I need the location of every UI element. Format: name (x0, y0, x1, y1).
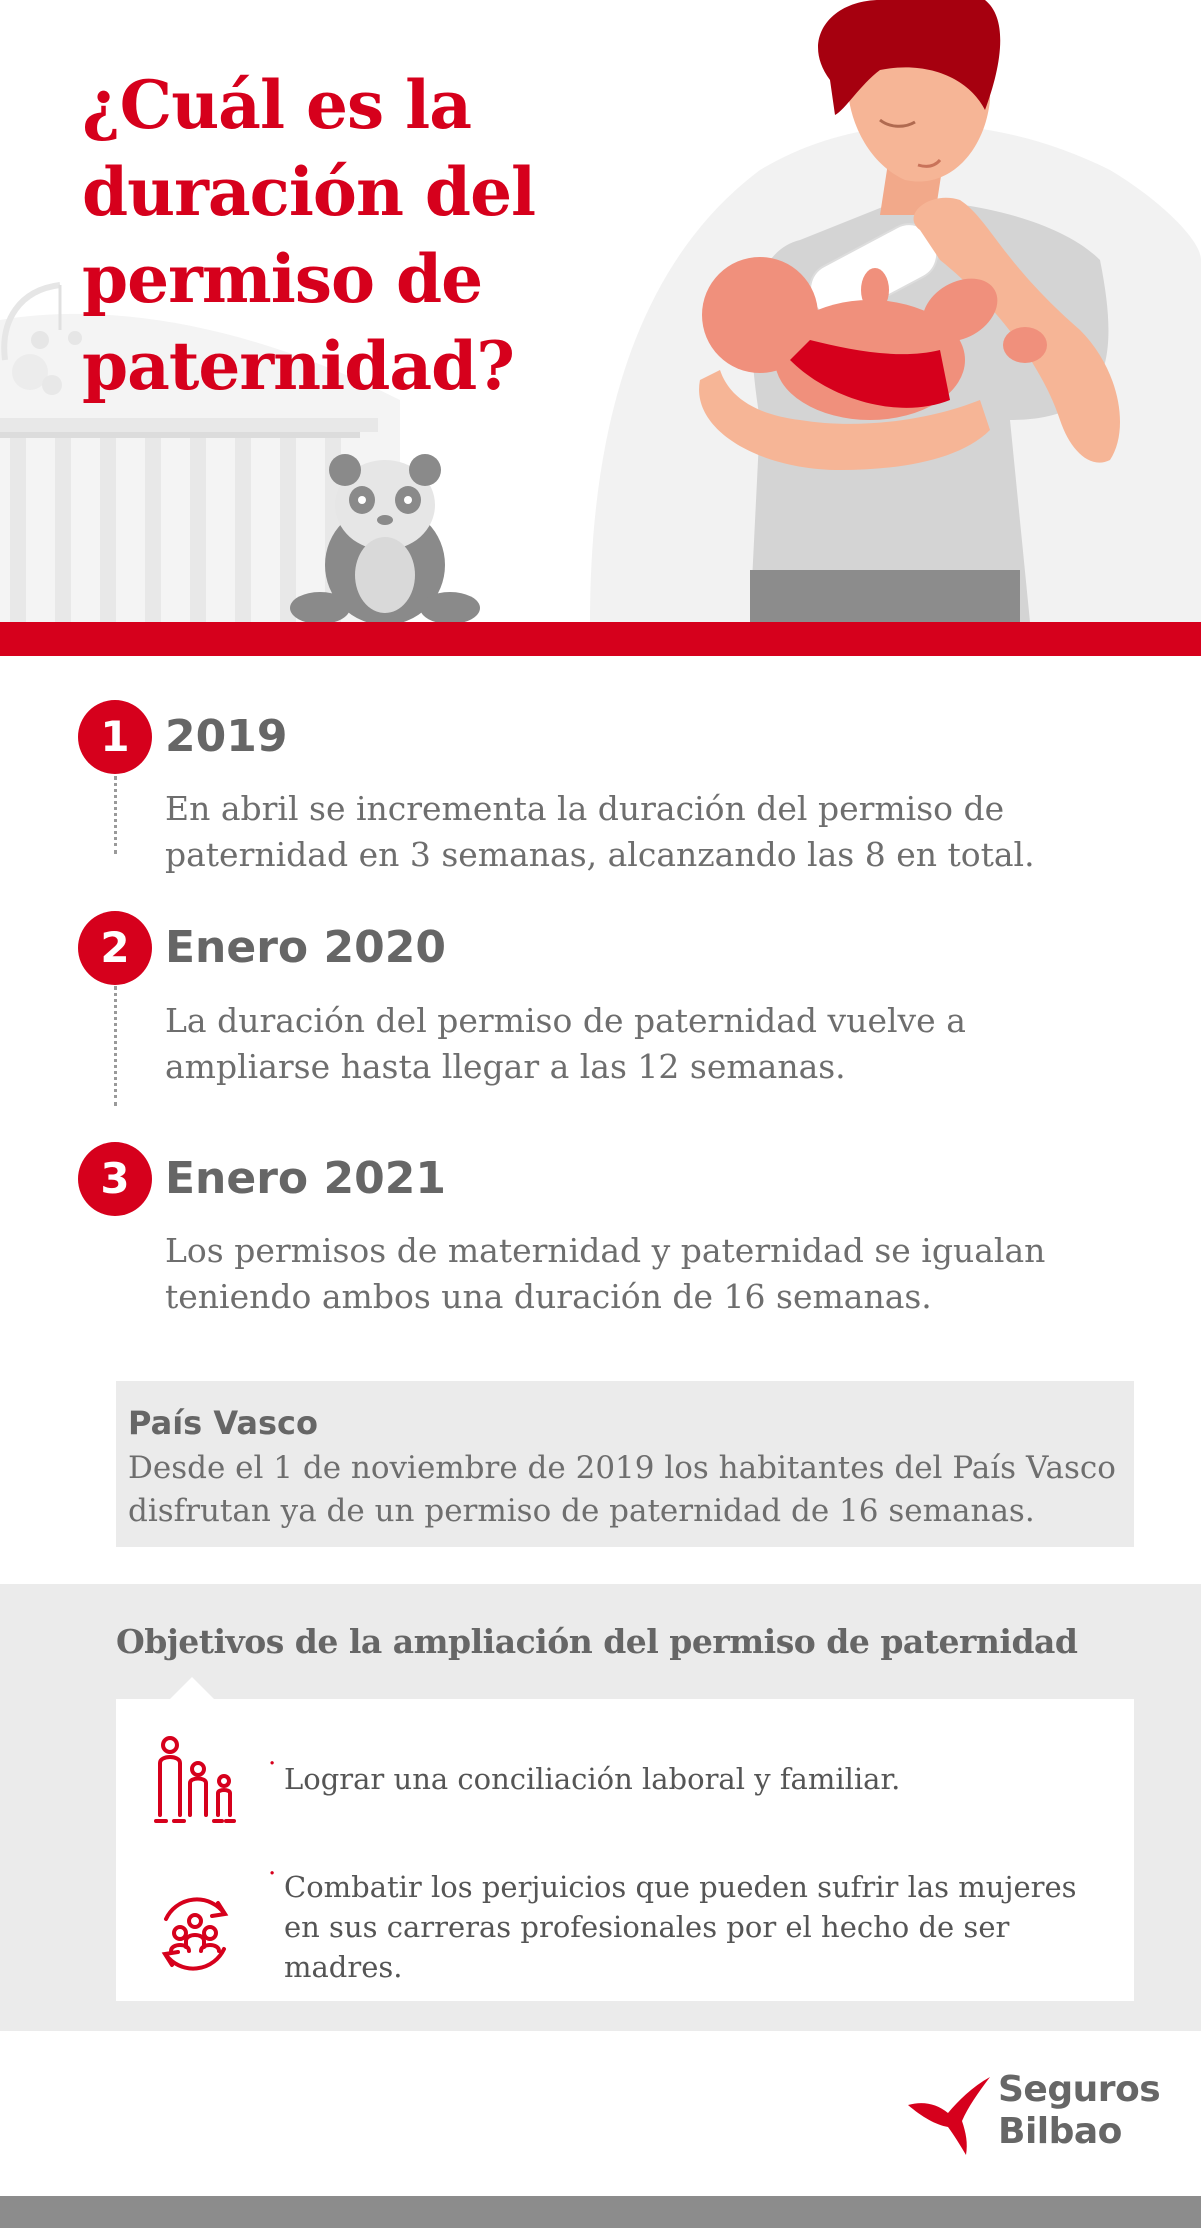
brand-name-line: Seguros (998, 2069, 1161, 2110)
title-line: paternidad? (82, 327, 514, 405)
brand-name (998, 2069, 1160, 2153)
card-pointer (168, 1677, 216, 1701)
bullet-point: · (268, 1859, 277, 1889)
step-description-line: paternidad en 3 semanas, alcanzando las 8 en total. (165, 835, 1035, 874)
timeline-connector (114, 776, 117, 854)
pais-vasco-text-line: Desde el 1 de noviembre de 2019 los habitantes del País Vasco (128, 1450, 1116, 1486)
step-description-line: La duración del permiso de paternidad vuelve a (165, 1001, 966, 1040)
step-description-line: Los permisos de maternidad y paternidad se igualan (165, 1231, 1046, 1270)
title-line: permiso de (82, 240, 483, 318)
step-number-badge: 3 (78, 1142, 152, 1216)
title-line: ¿Cuál es la (82, 66, 471, 144)
objetivos-title: Objetivos de la ampliación del permiso de paternidad (116, 1622, 1078, 1661)
objetivos-section (0, 1584, 1201, 2031)
step-description (165, 1228, 1145, 1320)
objetivo-text-line: Combatir los perjuicios que pueden sufrir las mujeres (284, 1870, 1077, 1904)
title-line: duración del (82, 153, 536, 231)
pais-vasco-callout (116, 1381, 1134, 1547)
seguros-bilbao-logo-icon (908, 2075, 996, 2155)
step-description-line: ampliarse hasta llegar a las 12 semanas. (165, 1047, 846, 1086)
timeline-section (0, 656, 1201, 1356)
objetivo-text (284, 1867, 1124, 1987)
step-number-badge: 1 (78, 700, 152, 774)
objetivo-text (284, 1759, 1124, 1799)
step-heading: 2019 (165, 711, 288, 762)
step-description-line: teniendo ambos una duración de 16 semanas. (165, 1277, 932, 1316)
objetivo-text-line: Lograr una conciliación laboral y familiar. (284, 1762, 901, 1796)
step-heading: Enero 2021 (165, 1153, 446, 1204)
family-icon (152, 1735, 238, 1825)
footer-bar (0, 2196, 1201, 2228)
page-title (82, 62, 602, 410)
pais-vasco-text-line: disfrutan ya de un permiso de paternidad de 16 semanas. (128, 1493, 1035, 1529)
objetivos-card (116, 1699, 1134, 2001)
seguros-bilbao-logo[interactable] (908, 2069, 1161, 2159)
objetivo-text-line: en sus carreras profesionales por el hecho de ser madres. (284, 1910, 1010, 1984)
brand-name-line: Bilbao (998, 2111, 1122, 2152)
hero-bottom-bar (0, 622, 1201, 656)
step-number-badge: 2 (78, 911, 152, 985)
step-description (165, 998, 1145, 1090)
step-description (165, 786, 1145, 878)
pais-vasco-title: País Vasco (128, 1404, 318, 1442)
bullet-point: · (268, 1749, 277, 1779)
pais-vasco-text (128, 1447, 1120, 1533)
step-heading: Enero 2020 (165, 922, 446, 973)
hero-section (0, 0, 1201, 622)
people-cycle-icon (152, 1889, 238, 1979)
timeline-connector (114, 986, 117, 1106)
step-description-line: En abril se incrementa la duración del permiso de (165, 789, 1005, 828)
